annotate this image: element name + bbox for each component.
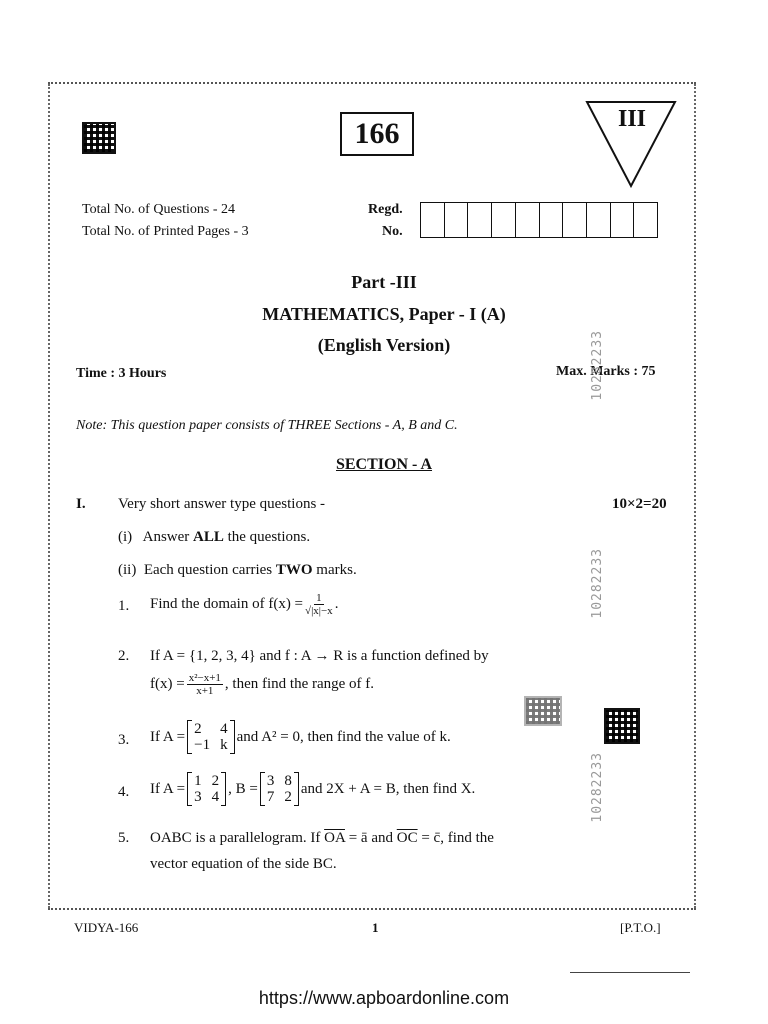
vertical-stamp-1: 10282233 bbox=[590, 330, 605, 401]
regd-cell[interactable] bbox=[563, 203, 587, 237]
part-title: Part -III bbox=[351, 272, 417, 292]
question-2-line-2: f(x) = $\frac{\text{x²−x+1}}{x+1}$ , then find the range of f. bbox=[150, 672, 375, 697]
question-5-line-1: OABC is a parallelogram. If $\overline{OA}$ = ā and $\overline{OC}$ = c̄, find the bbox=[150, 830, 494, 846]
vertical-stamp-2: 10282233 bbox=[590, 548, 605, 619]
matrix-b-q4: 3 8 7 2 bbox=[260, 772, 299, 806]
regd-cell[interactable] bbox=[516, 203, 540, 237]
matrix-a-q4: 1 2 3 4 bbox=[187, 772, 226, 806]
question-1-number: 1. bbox=[118, 598, 130, 614]
qr-code-top-left bbox=[82, 122, 116, 154]
q1-fraction: $\frac{1}{√|x|-x}$ bbox=[305, 592, 333, 617]
version-title: (English Version) bbox=[317, 335, 451, 355]
regd-no-label: No. bbox=[382, 224, 403, 239]
question-group-number: I. bbox=[76, 496, 86, 512]
matrix-a-q3: 2 4 −1 k bbox=[187, 720, 234, 754]
section-a-heading: SECTION - A bbox=[335, 456, 433, 473]
question-1: Find the domain of f(x) = $\frac{1}{√|x|-x}$ . bbox=[150, 592, 339, 617]
regd-cell[interactable] bbox=[587, 203, 611, 237]
regd-cell[interactable] bbox=[445, 203, 469, 237]
registration-number-boxes[interactable] bbox=[420, 202, 658, 238]
q2-fraction: $\frac{\text{x²−x+1}}{x+1}$ bbox=[188, 672, 221, 697]
regd-cell[interactable] bbox=[611, 203, 635, 237]
series-label: III bbox=[617, 106, 647, 132]
regd-cell[interactable] bbox=[540, 203, 564, 237]
question-4-number: 4. bbox=[118, 784, 130, 800]
footer-code: VIDYA-166 bbox=[74, 920, 139, 935]
paper-code-box: 166 bbox=[340, 112, 414, 156]
time-allowed: Time : 3 Hours bbox=[76, 366, 167, 381]
question-5-number: 5. bbox=[118, 830, 130, 846]
total-questions: Total No. of Questions - 24 bbox=[82, 202, 236, 217]
please-turn-over: [P.T.O.] bbox=[620, 920, 661, 935]
regd-label: Regd. bbox=[368, 202, 403, 217]
question-2-line-1: If A = {1, 2, 3, 4} and f : A → R is a function defined by bbox=[150, 648, 489, 664]
section-instruction: Very short answer type questions - bbox=[118, 496, 326, 512]
total-pages: Total No. of Printed Pages - 3 bbox=[82, 224, 249, 239]
regd-cell[interactable] bbox=[468, 203, 492, 237]
footer-rule bbox=[570, 972, 690, 973]
frame-right-border bbox=[694, 84, 696, 908]
page-number: 1 bbox=[372, 920, 379, 935]
regd-cell[interactable] bbox=[634, 203, 657, 237]
frame-left-border bbox=[48, 84, 50, 908]
section-marks: 10×2=20 bbox=[612, 496, 667, 512]
question-3-number: 3. bbox=[118, 732, 130, 748]
vertical-stamp-3: 10282233 bbox=[590, 752, 605, 823]
regd-cell[interactable] bbox=[492, 203, 516, 237]
source-url[interactable]: https://www.apboardonline.com bbox=[258, 988, 510, 1008]
max-marks: Max. Marks : 75 bbox=[556, 364, 656, 379]
question-3: If A = 2 4 −1 k and A² = 0, then find the value of k. bbox=[150, 721, 451, 753]
faded-qr-code bbox=[524, 696, 562, 726]
regd-cell[interactable] bbox=[421, 203, 445, 237]
note-line bbox=[76, 418, 458, 434]
question-4: If A = 1 2 3 4 , B = 3 8 7 2 and 2X + A = B, then find X. bbox=[150, 773, 476, 805]
frame-bottom-border bbox=[48, 908, 696, 910]
frame-top-border bbox=[48, 82, 696, 84]
sub-instruction-ii: (ii) Each question carries TWO marks. bbox=[118, 562, 357, 578]
note-text: This question paper consists of THREE Sections - A, B and C. bbox=[110, 418, 458, 433]
note-label: Note: bbox=[76, 418, 108, 433]
subject-title: MATHEMATICS, Paper - I (A) bbox=[262, 304, 506, 324]
question-2-number: 2. bbox=[118, 648, 130, 664]
sub-instruction-i: (i) Answer ALL the questions. bbox=[118, 529, 311, 545]
qr-code-right bbox=[604, 708, 640, 744]
question-5-line-2: vector equation of the side BC. bbox=[150, 856, 337, 872]
